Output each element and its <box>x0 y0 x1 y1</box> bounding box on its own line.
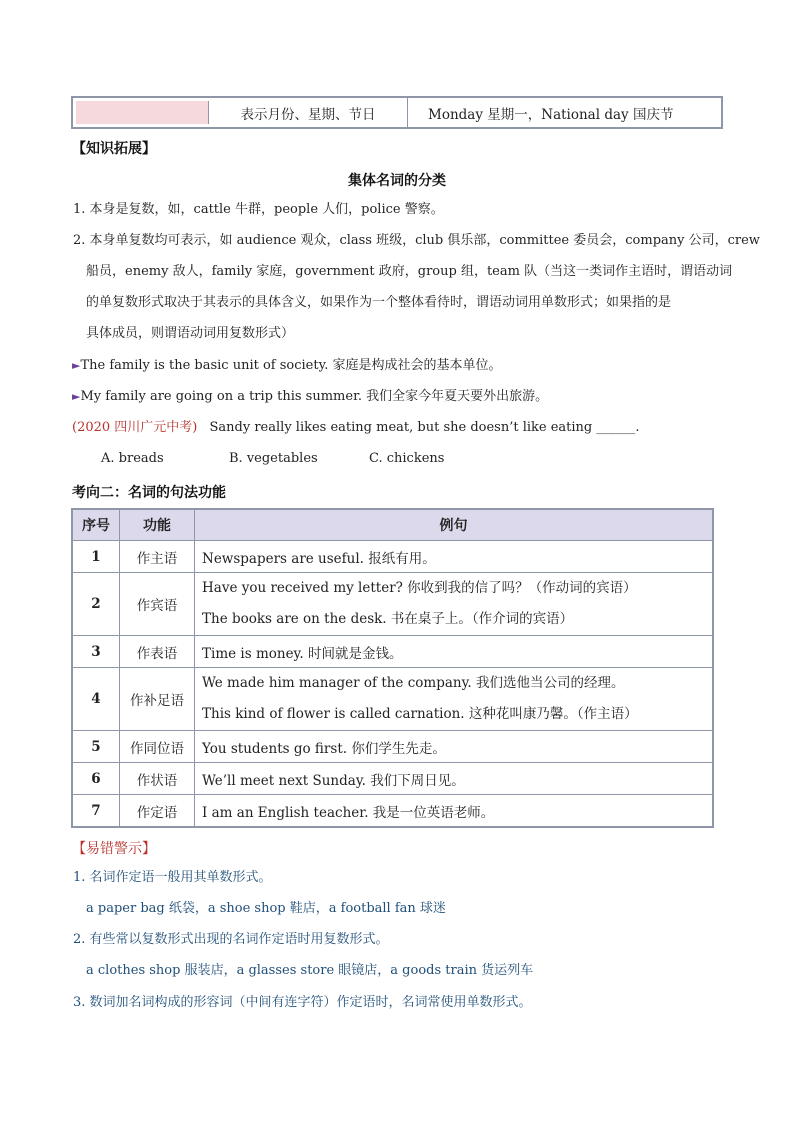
knowledge-item-1: 1. 本身是复数，如，cattle 牛群，people 人们，police 警察。 <box>73 202 444 217</box>
row-number: 1 <box>72 541 120 573</box>
table-row <box>72 573 713 636</box>
option-a: A. breads <box>101 451 164 466</box>
warning-item-2: 2. 有些常以复数形式出现的名词作定语时用复数形式。 <box>73 932 389 947</box>
row-number: 6 <box>72 763 120 795</box>
knowledge-item-2-line-3: 的单复数形式取决于其表示的具体含义，如果作为一个整体看待时，谓语动词用单数形式；如果指的是 <box>86 295 672 310</box>
warning-item-2-example: a clothes shop 服装店，a glasses store 眼镜店，a goods train 货运列车 <box>86 963 534 978</box>
row-function: 作宾语 <box>120 573 195 636</box>
knowledge-item-2-line-1: 2. 本身单复数均可表示，如 audience 观众，class 班级，club 俱乐部，committee 委员会，company 公司，crew <box>73 233 760 248</box>
top-table-cell-usage: 表示月份、星期、节日 <box>209 98 408 127</box>
row-example: Newspapers are useful. 报纸有用。 <box>195 541 714 573</box>
table-row <box>72 795 713 828</box>
top-table-cell-highlight <box>76 101 209 124</box>
row-example-line: We made him manager of the company. 我们选他当公司的经理。 <box>202 675 625 691</box>
option-c: C. chickens <box>369 451 445 466</box>
row-example: Time is money. 时间就是金钱。 <box>195 636 714 668</box>
table-row <box>72 541 713 573</box>
row-number: 4 <box>72 668 120 731</box>
row-example: I am an English teacher. 我是一位英语老师。 <box>195 795 714 828</box>
header-function: 功能 <box>120 509 195 541</box>
row-example <box>195 573 714 636</box>
knowledge-item-2-line-4: 具体成员，则谓语动词用复数形式） <box>86 326 295 341</box>
row-function: 作状语 <box>120 763 195 795</box>
row-number: 2 <box>72 573 120 636</box>
row-function: 作定语 <box>120 795 195 828</box>
row-number: 5 <box>72 731 120 763</box>
arrow-icon: ► <box>72 390 81 403</box>
header-number: 序号 <box>72 509 120 541</box>
table-row <box>72 668 713 731</box>
row-function: 作主语 <box>120 541 195 573</box>
question-text: Sandy really likes eating meat, but she doesn’t like eating ______. <box>209 420 640 435</box>
row-function: 作同位语 <box>120 731 195 763</box>
question-source: (2020 四川广元中考) <box>72 420 198 435</box>
knowledge-title: 集体名词的分类 <box>348 173 446 189</box>
row-number: 7 <box>72 795 120 828</box>
section-2-heading: 考向二：名词的句法功能 <box>72 485 226 501</box>
row-example-line: The books are on the desk. 书在桌子上。（作介词的宾语） <box>202 611 574 627</box>
warning-item-3: 3. 数词加名词构成的形容词（中间有连字符）作定语时，名词常使用单数形式。 <box>73 995 532 1010</box>
option-b: B. vegetables <box>229 451 318 466</box>
top-table-cell-example: Monday 星期一，National day 国庆节 <box>428 106 674 123</box>
header-example: 例句 <box>195 509 714 541</box>
row-example-line: Have you received my letter? 你收到我的信了吗？（作动词的宾语） <box>202 580 637 596</box>
knowledge-item-2-line-2: 船员，enemy 敌人，family 家庭，government 政府，group 组，team 队（当这一类词作主语时，谓语动词 <box>86 264 733 279</box>
row-example-line: This kind of flower is called carnation. 这种花叫康乃馨。（作主语） <box>202 706 638 722</box>
row-example: You students go first. 你们学生先走。 <box>195 731 714 763</box>
knowledge-heading: 【知识拓展】 <box>72 141 156 157</box>
example-1-text: The family is the basic unit of society. 家庭是构成社会的基本单位。 <box>80 358 502 373</box>
table-row <box>72 763 713 795</box>
warnings-heading: 【易错警示】 <box>72 841 156 857</box>
row-example <box>195 668 714 731</box>
syntax-function-table <box>71 508 714 828</box>
example-1 <box>72 356 501 376</box>
row-number: 3 <box>72 636 120 668</box>
row-function: 作表语 <box>120 636 195 668</box>
table-header-row <box>72 509 713 541</box>
example-2 <box>72 387 548 407</box>
row-example: We’ll meet next Sunday. 我们下周日见。 <box>195 763 714 795</box>
question <box>72 418 640 438</box>
warning-item-1-example: a paper bag 纸袋，a shoe shop 鞋店，a football fan 球迷 <box>86 901 446 916</box>
example-2-text: My family are going on a trip this summer. 我们全家今年夏天要外出旅游。 <box>80 389 549 404</box>
arrow-icon: ► <box>72 359 81 372</box>
top-table-row <box>71 96 723 129</box>
row-function: 作补足语 <box>120 668 195 731</box>
table-row <box>72 731 713 763</box>
warning-item-1: 1. 名词作定语一般用其单数形式。 <box>73 870 272 885</box>
table-row <box>72 636 713 668</box>
